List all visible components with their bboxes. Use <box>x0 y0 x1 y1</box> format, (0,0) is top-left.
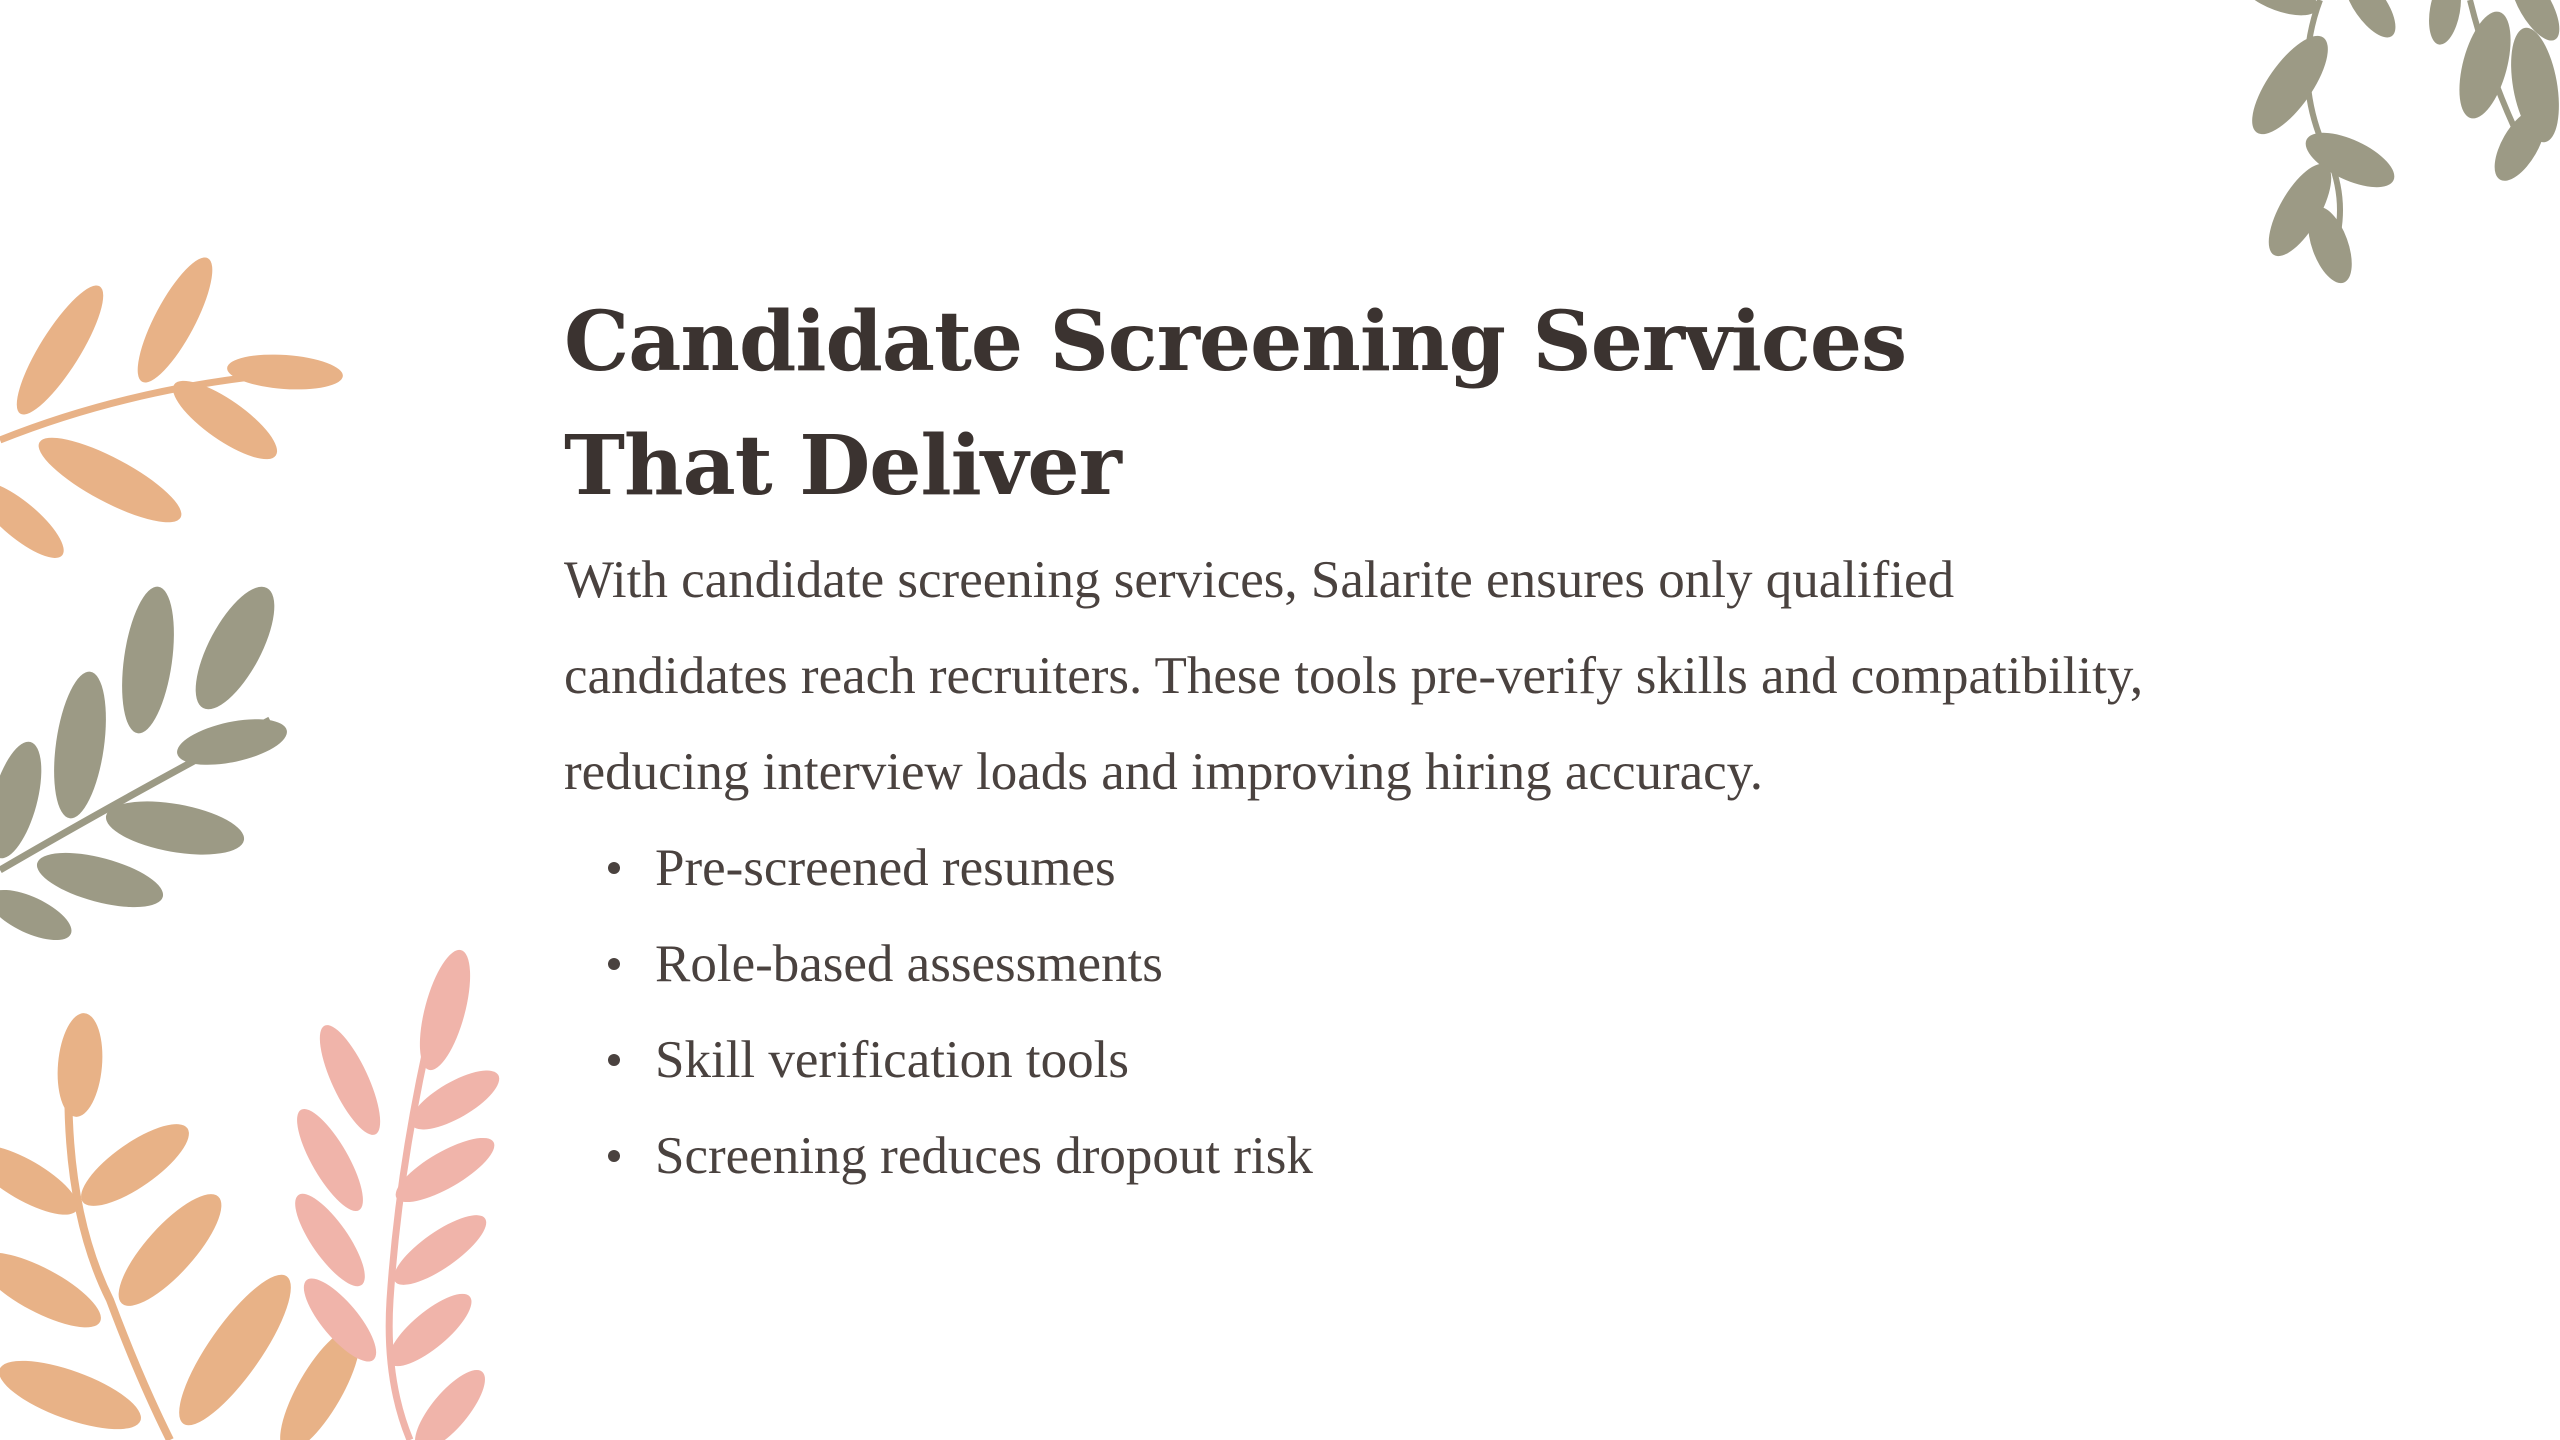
bullet-dot-icon <box>608 1150 620 1162</box>
bullet-item <box>564 820 2164 916</box>
bullet-item <box>564 1012 2164 1108</box>
bullet-dot-icon <box>608 958 620 970</box>
bullet-item <box>564 916 2164 1012</box>
slide-paragraph: With candidate screening services, Salarite ensures only qualified candidates reach recruiters. These tools pre-verify skills and compatibility, reducing interview loads and improving hiring accuracy. <box>564 551 2144 801</box>
bullet-text: Screening reduces dropout risk <box>655 1127 1313 1185</box>
bullet-text: Role-based assessments <box>655 935 1163 993</box>
bullet-dot-icon <box>608 862 620 874</box>
bullet-list <box>564 820 2164 1204</box>
slide-title: Candidate Screening Services That Deliver <box>564 294 1907 514</box>
peach-leaf-branch-top-left-icon <box>0 249 344 569</box>
slide-content <box>564 280 2164 1204</box>
bullet-text: Pre-screened resumes <box>655 839 1116 897</box>
bullet-dot-icon <box>608 1054 620 1066</box>
olive-leaf-branch-top-right-icon <box>2237 0 2560 289</box>
bullet-item <box>564 1108 2164 1204</box>
olive-leaf-branch-left-icon <box>0 576 291 951</box>
bullet-text: Skill verification tools <box>655 1031 1129 1089</box>
